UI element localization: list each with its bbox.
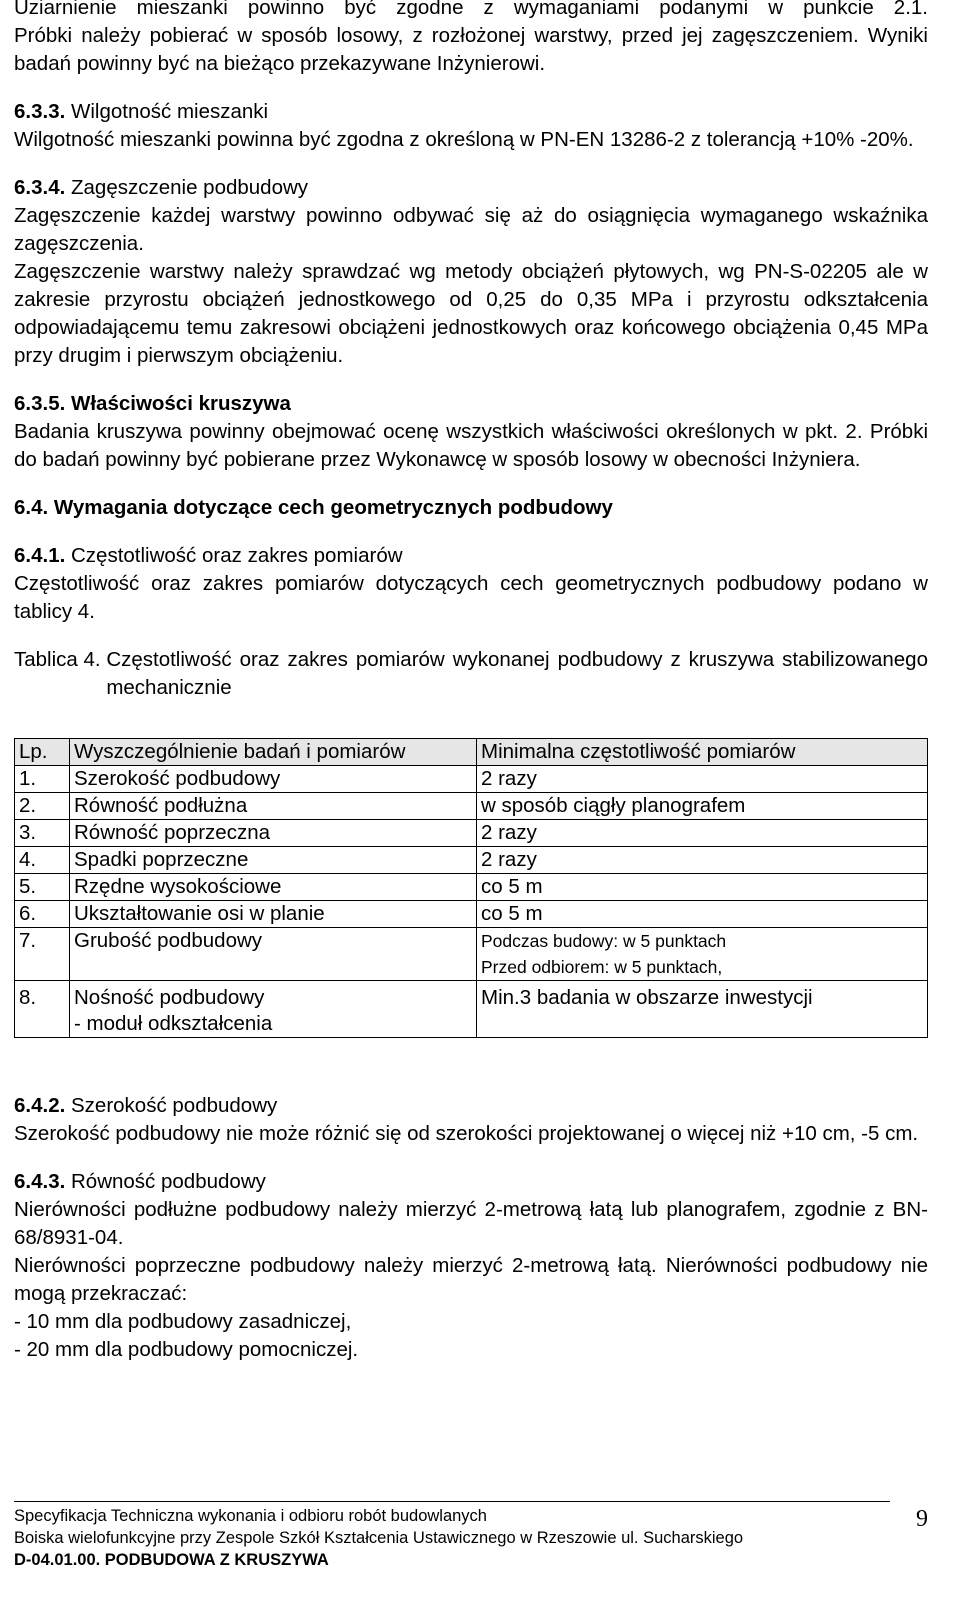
section-text: Wilgotność mieszanki powinna być zgodna z określoną w PN-EN 13286-2 z tolerancją +10% -20%.	[14, 128, 914, 151]
cell-name: Ukształtowanie osi w planie	[70, 901, 477, 928]
section-title: Wymagania dotyczące cech geometrycznych podbudowy	[53, 496, 613, 519]
cell-frequency: 2 razy	[477, 820, 928, 847]
section-6-3-4	[14, 174, 928, 370]
cell-lp: 6.	[15, 901, 70, 928]
intro-line-2: Próbki należy pobierać w sposób losowy, z rozłożonej warstwy, przed jej zagęszczeniem. Wyniki badań powinny być na bieżąco przekazywane Inżynierowi.	[14, 24, 928, 75]
cell-frequency: co 5 m	[477, 874, 928, 901]
measurement-table	[14, 738, 928, 1038]
table-row	[15, 928, 928, 981]
section-title: Zagęszczenie podbudowy	[71, 176, 309, 199]
list-item: - 20 mm dla podbudowy pomocniczej.	[14, 1338, 359, 1361]
footer-line-1: Specyfikacja Techniczna wykonania i odbioru robót budowlanych	[14, 1507, 487, 1525]
section-6-3-3	[14, 98, 928, 154]
table-caption-text: Częstotliwość oraz zakres pomiarów wykonanej podbudowy z kruszywa stabilizowanego mechanicznie	[106, 648, 928, 699]
table-row	[15, 820, 928, 847]
cell-name: Rzędne wysokościowe	[70, 874, 477, 901]
name-line-2: - moduł odkształcenia	[74, 1012, 273, 1035]
frequency-line-1: Podczas budowy: w 5 punktach	[481, 931, 727, 951]
section-6-4-2	[14, 1092, 928, 1148]
page-number: 9	[916, 1506, 928, 1532]
table-row	[15, 874, 928, 901]
name-line-1: Nośność podbudowy	[74, 986, 265, 1009]
document-page	[14, 0, 928, 1364]
cell-name: Równość podłużna	[70, 793, 477, 820]
table-row	[15, 793, 928, 820]
cell-lp: 4.	[15, 847, 70, 874]
cell-name: Grubość podbudowy	[70, 928, 477, 981]
cell-lp: 1.	[15, 766, 70, 793]
section-6-4-3	[14, 1168, 928, 1364]
cell-name: Równość poprzeczna	[70, 820, 477, 847]
section-text-2: Nierówności poprzeczne podbudowy należy mierzyć 2-metrową łatą. Nierówności podbudowy nie mogą przekraczać:	[14, 1254, 928, 1305]
cell-frequency: 2 razy	[477, 847, 928, 874]
section-6-4	[14, 494, 928, 522]
header-frequency: Minimalna częstotliwość pomiarów	[477, 739, 928, 766]
section-title: Równość podbudowy	[71, 1170, 266, 1193]
frequency-line-2: Przed odbiorem: w 5 punktach,	[481, 957, 723, 977]
cell-frequency: 2 razy	[477, 766, 928, 793]
section-text-2: Zagęszczenie warstwy należy sprawdzać wg metody obciążeń płytowych, wg PN-S-02205 ale w zakresie przyrostu obciążeń jednostkowego od 0,25 do 0,35 MPa i przyrostu odkształcenia odpowiadającemu temu zakresowi obciążeni jednostkowych oraz końcowego obciążenia 0,45 MPa przy drugim i pierwszym obciążeniu.	[14, 260, 928, 367]
table-caption	[14, 646, 928, 702]
section-number: 6.4.	[14, 496, 49, 519]
section-number: 6.4.3.	[14, 1170, 66, 1193]
table-header-row	[15, 739, 928, 766]
cell-lp: 7.	[15, 928, 70, 981]
cell-frequency: co 5 m	[477, 901, 928, 928]
section-text-1: Zagęszczenie każdej warstwy powinno odbywać się aż do osiągnięcia wymaganego wskaźnika zagęszczenia.	[14, 204, 928, 255]
header-lp: Lp.	[15, 739, 70, 766]
section-text: Badania kruszywa powinny obejmować ocenę wszystkich właściwości określonych w pkt. 2. Próbki do badań powinny być pobierane przez Wykonawcę w sposób losowy w obecności Inżyniera.	[14, 420, 928, 471]
intro-line-1: Uziarnienie mieszanki powinno być zgodne z wymaganiami podanymi w punkcie 2.1.	[14, 0, 928, 19]
footer-line-3: D-04.01.00. PODBUDOWA Z KRUSZYWA	[14, 1551, 329, 1569]
table-row	[15, 766, 928, 793]
section-text-1: Nierówności podłużne podbudowy należy mierzyć 2-metrową łatą lub planografem, zgodnie z BN-68/8931-04.	[14, 1198, 928, 1249]
section-title: Szerokość podbudowy	[71, 1094, 278, 1117]
table-row	[15, 981, 928, 1038]
table-row	[15, 847, 928, 874]
cell-name: Spadki poprzeczne	[70, 847, 477, 874]
section-6-3-5	[14, 390, 928, 474]
table-row	[15, 901, 928, 928]
cell-lp: 8.	[15, 981, 70, 1038]
footer-divider	[14, 1501, 890, 1502]
section-number: 6.3.5.	[14, 392, 66, 415]
cell-name	[70, 981, 477, 1038]
section-number: 6.4.1.	[14, 544, 66, 567]
section-6-4-1	[14, 542, 928, 626]
section-text: Częstotliwość oraz zakres pomiarów dotyczących cech geometrycznych podbudowy podano w tablicy 4.	[14, 572, 928, 623]
section-number: 6.4.2.	[14, 1094, 66, 1117]
cell-lp: 3.	[15, 820, 70, 847]
section-text: Szerokość podbudowy nie może różnić się od szerokości projektowanej o więcej niż +10 cm, -5 cm.	[14, 1122, 919, 1145]
footer-line-2: Boiska wielofunkcyjne przy Zespole Szkół Kształcenia Ustawicznego w Rzeszowie ul. Sucharskiego	[14, 1529, 744, 1547]
section-title: Właściwości kruszywa	[71, 392, 291, 415]
cell-lp: 5.	[15, 874, 70, 901]
section-title: Częstotliwość oraz zakres pomiarów	[71, 544, 403, 567]
cell-lp: 2.	[15, 793, 70, 820]
cell-frequency: Min.3 badania w obszarze inwestycji	[477, 981, 928, 1038]
section-number: 6.3.4.	[14, 176, 66, 199]
cell-frequency: w sposób ciągły planografem	[477, 793, 928, 820]
cell-frequency	[477, 928, 928, 981]
cell-name: Szerokość podbudowy	[70, 766, 477, 793]
section-number: 6.3.3.	[14, 100, 66, 123]
table-caption-label: Tablica 4.	[14, 648, 107, 671]
header-name: Wyszczególnienie badań i pomiarów	[70, 739, 477, 766]
list-item: - 10 mm dla podbudowy zasadniczej,	[14, 1310, 352, 1333]
section-title: Wilgotność mieszanki	[71, 100, 269, 123]
